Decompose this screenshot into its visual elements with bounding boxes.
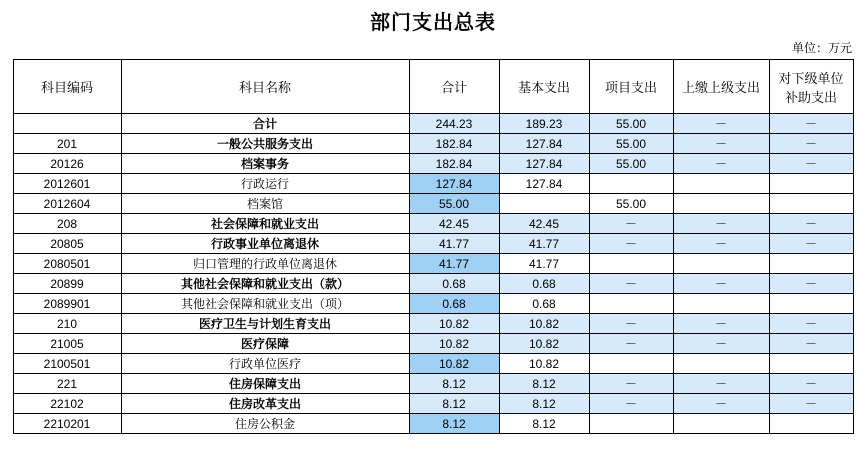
cell-upper (673, 194, 769, 214)
cell-code (13, 114, 121, 134)
cell-total: 8.12 (409, 394, 499, 414)
cell-project: 55.00 (589, 114, 673, 134)
table-row (13, 334, 853, 354)
cell-total: 8.12 (409, 374, 499, 394)
cell-upper: － (673, 214, 769, 234)
cell-project: － (589, 234, 673, 254)
cell-upper (673, 254, 769, 274)
table-row (13, 294, 853, 314)
budget-table (13, 59, 854, 434)
cell-basic: 8.12 (499, 394, 589, 414)
cell-name: 社会保障和就业支出 (121, 214, 409, 234)
cell-name: 档案馆 (121, 194, 409, 214)
cell-upper: － (673, 314, 769, 334)
cell-basic: 10.82 (499, 354, 589, 374)
cell-code: 2012604 (13, 194, 121, 214)
cell-lower (769, 174, 853, 194)
column-header-code: 科目编码 (13, 60, 121, 114)
cell-total: 182.84 (409, 154, 499, 174)
cell-basic: 41.77 (499, 234, 589, 254)
cell-name: 行政运行 (121, 174, 409, 194)
cell-upper: － (673, 134, 769, 154)
cell-project: － (589, 374, 673, 394)
cell-code: 21005 (13, 334, 121, 354)
column-header-basic: 基本支出 (499, 60, 589, 114)
table-row (13, 414, 853, 434)
table-row (13, 234, 853, 254)
cell-lower: － (769, 314, 853, 334)
cell-lower: － (769, 274, 853, 294)
cell-name: 其他社会保障和就业支出（项） (121, 294, 409, 314)
cell-code: 2012601 (13, 174, 121, 194)
cell-upper (673, 174, 769, 194)
table-row (13, 314, 853, 334)
cell-name: 住房改革支出 (121, 394, 409, 414)
cell-upper: － (673, 114, 769, 134)
cell-total: 10.82 (409, 334, 499, 354)
cell-name: 医疗保障 (121, 334, 409, 354)
cell-name: 其他社会保障和就业支出（款） (121, 274, 409, 294)
cell-total: 10.82 (409, 314, 499, 334)
column-header-lower: 对下级单位补助支出 (769, 60, 853, 114)
cell-code: 2089901 (13, 294, 121, 314)
column-header-upper: 上缴上级支出 (673, 60, 769, 114)
cell-upper: － (673, 334, 769, 354)
cell-code: 221 (13, 374, 121, 394)
cell-lower (769, 194, 853, 214)
cell-name: 住房保障支出 (121, 374, 409, 394)
table-body (13, 114, 853, 434)
unit-note: 单位：万元 (791, 41, 852, 55)
cell-lower: － (769, 374, 853, 394)
cell-code: 2100501 (13, 354, 121, 374)
column-header-total: 合计 (409, 60, 499, 114)
cell-project: 55.00 (589, 154, 673, 174)
cell-project (589, 254, 673, 274)
cell-project (589, 294, 673, 314)
cell-name: 一般公共服务支出 (121, 134, 409, 154)
cell-code: 2210201 (13, 414, 121, 434)
cell-lower (769, 294, 853, 314)
cell-name: 住房公积金 (121, 414, 409, 434)
cell-basic: 10.82 (499, 334, 589, 354)
cell-name: 行政事业单位离退休 (121, 234, 409, 254)
cell-lower (769, 414, 853, 434)
cell-name: 合计 (121, 114, 409, 134)
cell-total: 127.84 (409, 174, 499, 194)
table-row (13, 274, 853, 294)
cell-total: 0.68 (409, 274, 499, 294)
table-row (13, 254, 853, 274)
column-header-project: 项目支出 (589, 60, 673, 114)
cell-total: 41.77 (409, 254, 499, 274)
cell-basic: 8.12 (499, 374, 589, 394)
cell-code: 208 (13, 214, 121, 234)
cell-basic: 10.82 (499, 314, 589, 334)
cell-project: － (589, 334, 673, 354)
cell-code: 210 (13, 314, 121, 334)
cell-basic: 0.68 (499, 274, 589, 294)
cell-lower: － (769, 334, 853, 354)
cell-upper: － (673, 274, 769, 294)
cell-upper: － (673, 154, 769, 174)
cell-basic: 42.45 (499, 214, 589, 234)
cell-name: 归口管理的行政单位离退休 (121, 254, 409, 274)
cell-project: 55.00 (589, 134, 673, 154)
cell-total: 8.12 (409, 414, 499, 434)
cell-name: 医疗卫生与计划生育支出 (121, 314, 409, 334)
table-row (13, 154, 853, 174)
cell-code: 20805 (13, 234, 121, 254)
cell-upper: － (673, 234, 769, 254)
cell-total: 244.23 (409, 114, 499, 134)
cell-basic: 127.84 (499, 134, 589, 154)
cell-total: 42.45 (409, 214, 499, 234)
table-row (13, 114, 853, 134)
cell-code: 20126 (13, 154, 121, 174)
page-title: 部门支出总表 (370, 10, 496, 34)
cell-lower: － (769, 154, 853, 174)
cell-total: 41.77 (409, 234, 499, 254)
table-row (13, 194, 853, 214)
cell-project: － (589, 314, 673, 334)
cell-lower: － (769, 134, 853, 154)
cell-upper (673, 414, 769, 434)
cell-upper: － (673, 394, 769, 414)
table-row (13, 374, 853, 394)
cell-name: 行政单位医疗 (121, 354, 409, 374)
cell-project (589, 354, 673, 374)
cell-upper (673, 294, 769, 314)
cell-code: 2080501 (13, 254, 121, 274)
cell-basic: 0.68 (499, 294, 589, 314)
cell-project (589, 414, 673, 434)
cell-basic: 8.12 (499, 414, 589, 434)
cell-lower (769, 254, 853, 274)
cell-upper: － (673, 374, 769, 394)
cell-total: 55.00 (409, 194, 499, 214)
table-row (13, 214, 853, 234)
cell-basic: 127.84 (499, 174, 589, 194)
cell-basic: 189.23 (499, 114, 589, 134)
table-row (13, 354, 853, 374)
cell-name: 档案事务 (121, 154, 409, 174)
cell-lower: － (769, 114, 853, 134)
cell-lower: － (769, 214, 853, 234)
cell-lower: － (769, 394, 853, 414)
cell-project: － (589, 274, 673, 294)
cell-total: 182.84 (409, 134, 499, 154)
table-row (13, 134, 853, 154)
cell-basic (499, 194, 589, 214)
cell-total: 10.82 (409, 354, 499, 374)
cell-lower (769, 354, 853, 374)
cell-code: 201 (13, 134, 121, 154)
table-row (13, 394, 853, 414)
cell-project: － (589, 214, 673, 234)
cell-basic: 41.77 (499, 254, 589, 274)
cell-project (589, 174, 673, 194)
cell-project: 55.00 (589, 194, 673, 214)
document-page (0, 6, 866, 457)
cell-total: 0.68 (409, 294, 499, 314)
table-row (13, 174, 853, 194)
cell-code: 22102 (13, 394, 121, 414)
cell-upper (673, 354, 769, 374)
cell-project: － (589, 394, 673, 414)
cell-basic: 127.84 (499, 154, 589, 174)
cell-code: 20899 (13, 274, 121, 294)
column-header-name: 科目名称 (121, 60, 409, 114)
table-header-row (13, 60, 853, 114)
cell-lower: － (769, 234, 853, 254)
